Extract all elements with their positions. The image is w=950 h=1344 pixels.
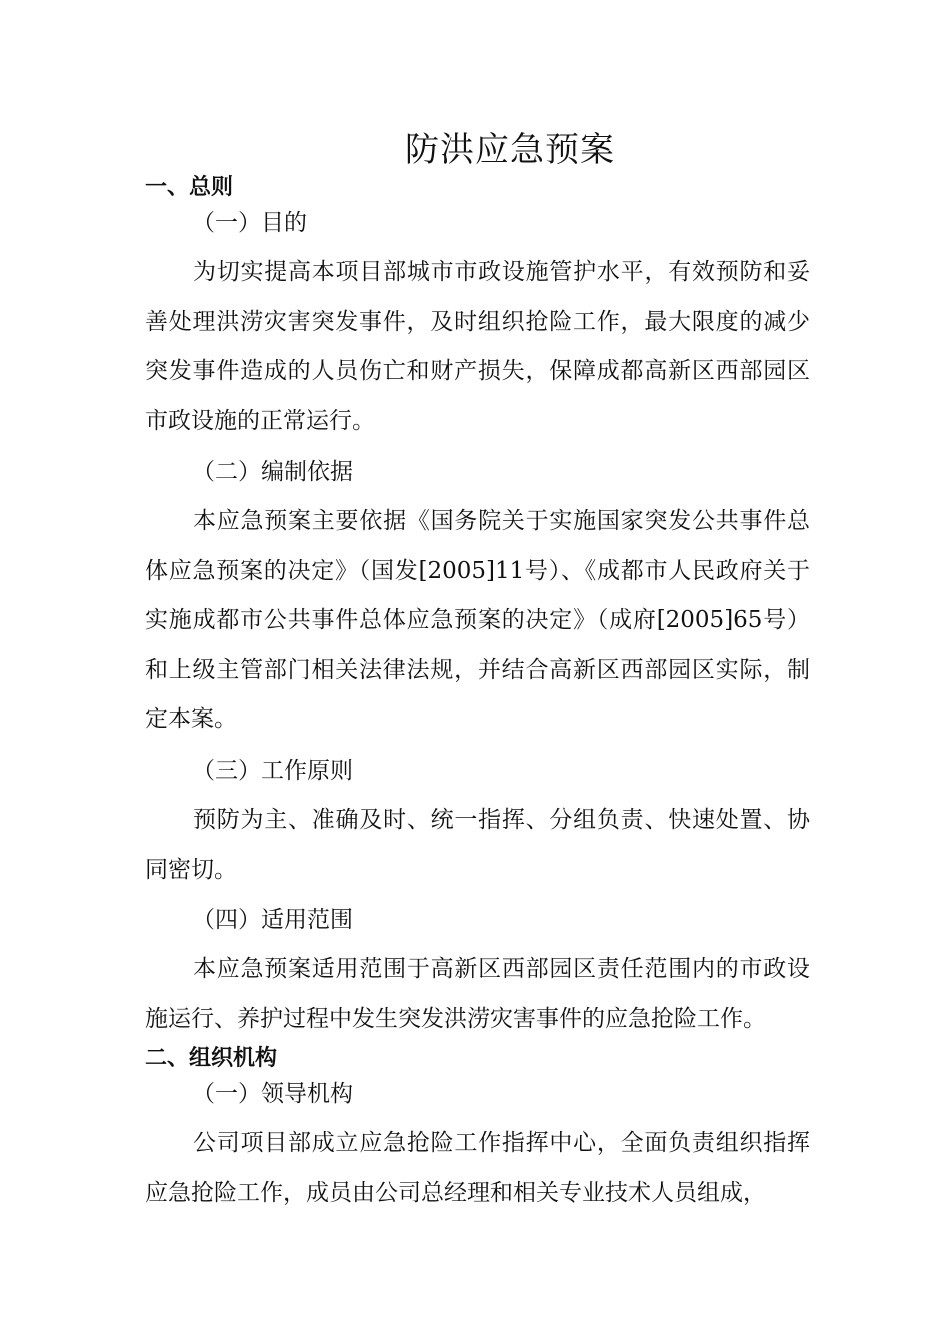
paragraph-leadership: 公司项目部成立应急抢险工作指挥中心，全面负责组织指挥应急抢险工作，成员由公司总经理和相关专业技术人员组成， [145,1130,810,1206]
subsection-heading-principles: （三）工作原则 [192,758,353,784]
subsection-heading-basis: （二）编制依据 [192,459,353,485]
paragraph-basis: 本应急预案主要依据《国务院关于实施国家突发公共事件总体应急预案的决定》（国发[2005]11号）、《成都市人民政府关于实施成都市公共事件总体应急预案的决定》（成府[2005]65号）和上级主管部门相关法律法规，并结合高新区西部园区实际，制定本案。 [145,508,810,732]
section-heading-general: 一、总则 [145,175,234,200]
section-heading-organization: 二、组织机构 [145,1046,278,1071]
document-title: 防洪应急预案 [405,130,615,170]
subsection-heading-scope: （四）适用范围 [192,907,353,933]
subsection-heading-purpose: （一）目的 [192,210,307,236]
paragraph-principles: 预防为主、准确及时、统一指挥、分组负责、快速处置、协同密切。 [145,807,810,883]
subsection-heading-leadership: （一）领导机构 [192,1081,353,1107]
paragraph-scope: 本应急预案适用范围于高新区西部园区责任范围内的市政设施运行、养护过程中发生突发洪涝灾害事件的应急抢险工作。 [145,956,810,1032]
paragraph-purpose: 为切实提高本项目部城市市政设施管护水平，有效预防和妥善处理洪涝灾害突发事件，及时组织抢险工作，最大限度的减少突发事件造成的人员伤亡和财产损失，保障成都高新区西部园区市政设施的正常运行。 [145,259,810,434]
